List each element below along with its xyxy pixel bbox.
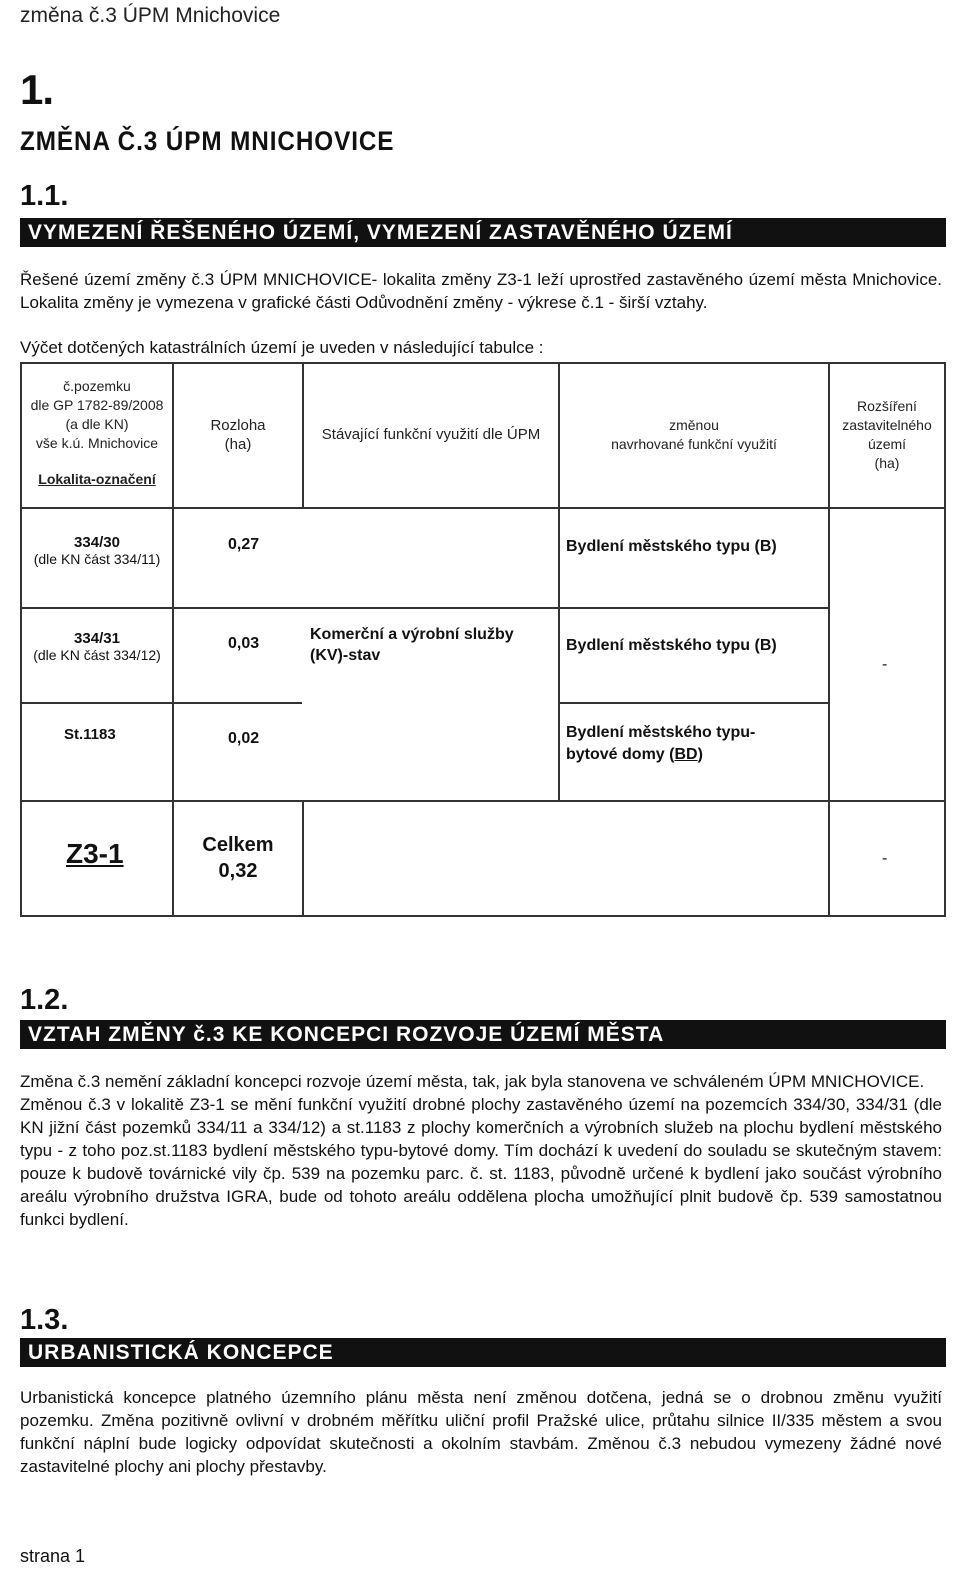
- header-text: (ha): [224, 435, 252, 453]
- area-value: 0,27: [228, 536, 260, 553]
- header-locality-label: Lokalita-označení: [38, 470, 156, 487]
- area-value: 0,03: [228, 635, 260, 652]
- table-row: [22, 616, 172, 676]
- section-1-1-title: VYMEZENÍ ŘEŠENÉHO ÚZEMÍ, VYMEZENÍ ZASTAVĚNÉHO ÚZEMÍ: [20, 218, 946, 247]
- header-area: [174, 362, 302, 507]
- current-use: [310, 624, 514, 666]
- table-border: [20, 915, 946, 917]
- header-text: dle GP 1782-89/2008: [30, 397, 164, 413]
- parcel-note: (dle KN část 334/11): [33, 550, 161, 567]
- header-text: Rozšíření: [857, 397, 917, 414]
- section-1-2-paragraph: [20, 1070, 942, 1231]
- table-border: [944, 362, 946, 917]
- paragraph-text: Urbanistická koncepce platného územního plánu města není změnou dotčena, jedná se o drobnou změnu využití pozemku. Změna pozitivně ovlivní v drobném měřítku uliční profil Pražské ulice, průtahu silnice II/335 městem a svou funkční náplní bude logicky odpovídat skutečnosti a okolním stavbám. Změnou č.3 nebudou vymezeny žádné nové zastavitelné plochy ani plochy přestavby.: [20, 1388, 942, 1476]
- section-1-1-table-intro: [20, 336, 942, 359]
- parcel-number: 334/30: [74, 533, 120, 551]
- table-border: [20, 800, 946, 802]
- paragraph-text: Změnou č.3 v lokalitě Z3-1 se mění funkční využití drobné plochy zastavěného území na pozemcích 334/30, 334/31 (dle KN jižní část pozemků 334/11 a 334/12) a st.1183 z plochy komerčních a výrobních služeb na plochu bydlení městského typu - z toho poz.st.1183 bydlení městského typu-bytové domy. Tím dochází k uvedení do souladu se skutečným stavem: pouze k budově továrnické vily čp. 539 na pozemku parc. č. st. 1183, původně určené k bydlení jako součást výrobního areálu výrobního družstva IGRA, bude od tohoto areálu oddělena plocha umožňující plnit budově čp. 539 samostatnou funkci bydlení.: [20, 1095, 942, 1229]
- proposed-use-text: ): [697, 746, 703, 763]
- total-label: Celkem: [202, 834, 274, 856]
- paragraph-text: Řešené území změny č.3 ÚPM MNICHOVICE- lokalita změny Z3-1 leží uprostřed zastavěného území města Mnichovice. Lokalita změny je vymezena v grafické části Odůvodnění změny - výkrese č.1 - širší vztahy.: [20, 270, 942, 312]
- page-number: strana 1: [20, 1546, 86, 1566]
- total-area: [174, 828, 302, 888]
- section-1-title: ZMĚNA Č.3 ÚPM MNICHOVICE: [20, 126, 395, 156]
- total-expansion: -: [882, 850, 888, 867]
- section-1-number: 1.: [20, 66, 54, 113]
- header-text: vše k.ú. Mnichovice: [35, 435, 159, 451]
- section-1-2-number: 1.2.: [20, 984, 69, 1016]
- locality-label: Z3-1: [66, 838, 124, 869]
- proposed-use-text: Bydlení městského typu-: [566, 724, 756, 741]
- table-border: [20, 607, 828, 609]
- header-text: navrhované funkční využití: [611, 435, 777, 452]
- header-current-use: Stávající funkční využití dle ÚPM: [321, 426, 541, 443]
- header-text: č.pozemku: [63, 378, 131, 394]
- parcel-note: (dle KN část 334/12): [33, 646, 161, 663]
- expansion-value: -: [882, 656, 888, 673]
- section-1-3-paragraph: [20, 1386, 942, 1478]
- header-parcel: [22, 370, 172, 460]
- header-text: (a dle KN): [65, 416, 129, 432]
- section-1-2-title: VZTAH ZMĚNY č.3 KE KONCEPCI ROZVOJE ÚZEMÍ MĚSTA: [20, 1020, 946, 1049]
- paragraph-text: Změna č.3 nemění základní koncepci rozvoje území města, tak, jak byla stanovena ve schváleném ÚPM MNICHOVICE.: [20, 1072, 925, 1091]
- section-1-1-number: 1.1.: [20, 180, 69, 212]
- proposed-use: Bydlení městského typu (B): [566, 637, 777, 654]
- document-header: změna č.3 ÚPM Mnichovice: [20, 4, 281, 27]
- proposed-use-text: [566, 744, 755, 766]
- paragraph-text: Výčet dotčených katastrálních území je uveden v následující tabulce :: [20, 338, 544, 357]
- area-value: 0,02: [228, 730, 260, 747]
- table-border: [20, 507, 946, 509]
- parcel-number: St.1183: [64, 726, 116, 743]
- table-border: [20, 702, 302, 704]
- table-border: [302, 800, 304, 917]
- proposed-use-text: bytové domy (: [566, 746, 675, 763]
- section-1-1-paragraph: [20, 268, 942, 314]
- section-1-3-title: URBANISTICKÁ KONCEPCE: [20, 1338, 946, 1367]
- header-expansion: [830, 362, 944, 507]
- proposed-use-code: BD: [674, 746, 698, 763]
- proposed-use: Bydlení městského typu (B): [566, 538, 777, 555]
- header-proposed-use: [560, 362, 828, 507]
- current-use-text: (KV)-stav: [310, 647, 381, 664]
- proposed-use: [566, 722, 755, 766]
- total-value: 0,32: [218, 860, 258, 882]
- header-text: Rozloha: [210, 416, 266, 434]
- current-use-text: Komerční a výrobní služby: [310, 626, 514, 643]
- header-text: území: [867, 435, 907, 452]
- parcel-number: 334/31: [74, 629, 120, 647]
- header-text: (ha): [874, 454, 900, 471]
- table-border: [558, 702, 828, 704]
- header-text: zastavitelného: [842, 416, 932, 433]
- table-row: [22, 520, 172, 580]
- section-1-3-number: 1.3.: [20, 1304, 69, 1336]
- header-text: změnou: [669, 416, 719, 433]
